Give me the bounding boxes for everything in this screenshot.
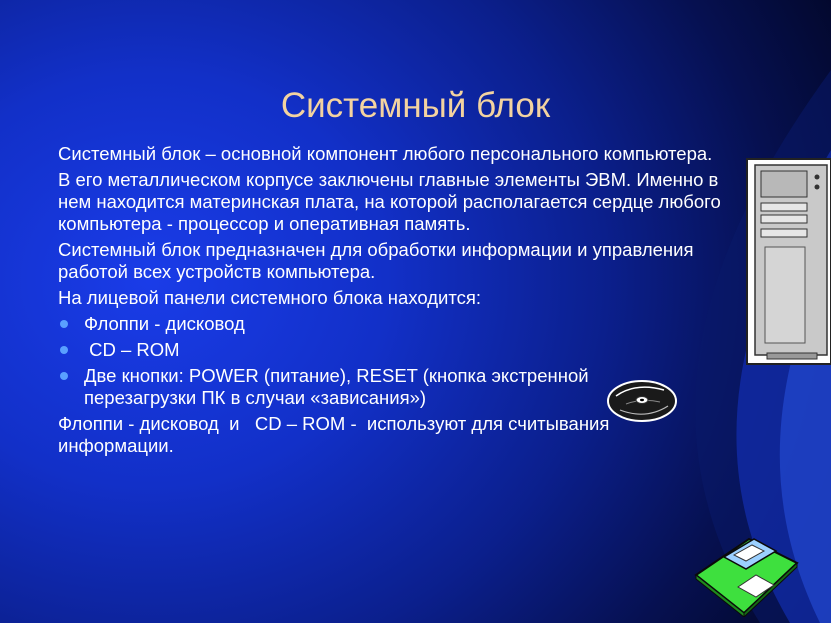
paragraph-closing: Флоппи - дисковод и CD – ROM - используют для считывания информации. [58,413,615,456]
system-unit-icon [745,157,831,367]
slide-title: Системный блок [280,86,551,125]
floppy-disk-icon [694,535,799,617]
paragraph-purpose: Системный блок предназначен для обработки информации и управления работой всех устройств компьютера. [58,239,694,282]
bullet-item [58,339,748,361]
bullet-dot-icon [60,320,68,328]
cd-disc-icon [606,378,678,424]
bullet-text-floppy: Флоппи - дисковод [84,313,245,334]
bullet-item [58,313,748,335]
paragraph-intro: Системный блок – основной компонент любого персонального компьютера. [58,143,713,164]
bullet-dot-icon [60,346,68,354]
bullet-text-buttons: Две кнопки: POWER (питание), RESET (кнопка экстренной перезагрузки ПК в случаи «зависания») [84,365,589,408]
bullet-item [58,365,659,409]
bullet-dot-icon [60,372,68,380]
paragraph-front-panel: На лицевой панели системного блока находится: [58,287,482,308]
bullet-text-cdrom: CD – ROM [84,339,180,360]
paragraph-case: В его металлическом корпусе заключены главные элементы ЭВМ. Именно в нем находится материнская плата, на которой располагается сердце любого компьютера - процессор и оперативная память. [58,169,721,234]
